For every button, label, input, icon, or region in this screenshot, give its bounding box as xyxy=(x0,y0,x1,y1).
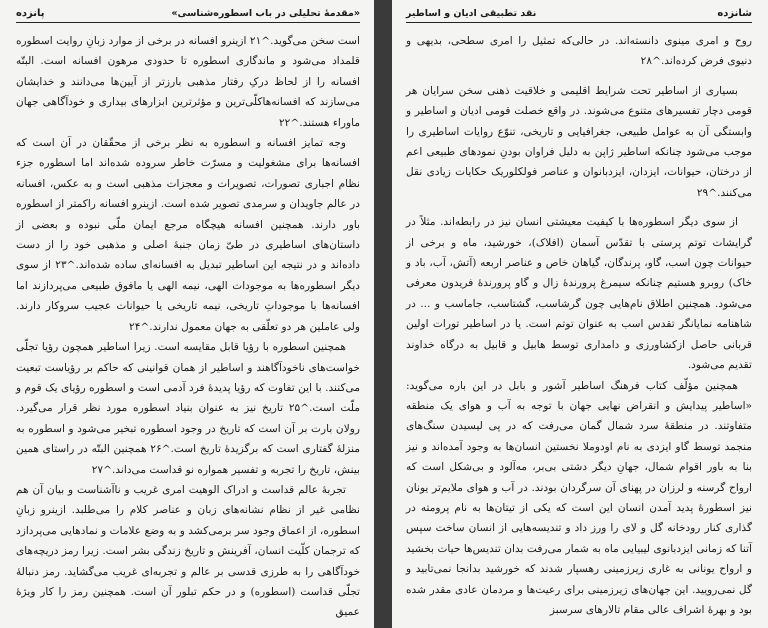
right-page-number: شانزده xyxy=(717,8,752,19)
book-spine xyxy=(374,0,392,628)
paragraph: همچنین مؤلّف کتاب فرهنگ اساطیر آشور و بابل در این باره می‌گوید: «اساطیر پیدایش و انقراض نهایی جهان با توجه به آب و هوای یک منطقه متفاوتند. در منطقهٔ سرد شمال گمان می‌رفت که در پی لیسیدن سنگ‌های منجمد توسط گاو ایزدی به نام اودوملا نخستین انسان‌ها به وجود آمده‌اند و نیز بنا به باور اقوام شمال، جهانِ دیگر دشتی بی‌بر، مه‌آلود و بی‌شکل است که ارواح گرسنه و لرزان در پهنای آن سرگردان بودند. در آب و هوای ملایم‌تر یونان نیز اسطورهٔ پدید آمدن انسان این است که یکی از تیتان‌ها به نام پرومته در گذاری کنار رودخانه گل و لای را ورز داد و تندیسه‌هایی از انسان ساخت سپس آتنا که زمانی ایزدبانوی لیبیایی ماه به شمار می‌رفت بدان تندیس‌ها حیات بخشید و ارواح یونانی به غاری زیرزمینی رهسپار شدند که خورشید بدانجا نمی‌تابید و گل نمی‌رویید. این جهان‌های زیرزمینی برای رعیت‌ها و مردمان عادی مقدر شده بود و بهرهٔ اشراف عالی مقام تالارهای سرسبز xyxy=(406,379,752,616)
right-page xyxy=(392,0,768,628)
paragraph: است سخن می‌گوید.^۲۱ ازینرو افسانه در برخی از موارد زبانِ روایت اسطوره قلمداد می‌شود و ماندگاری اسطوره تا حدودی مرهون افسانه است. البتّه افسانه را از لحاظ درکِ رفتار مذهبی بارزتر از آیین‌ها می‌دانند و خدایشان می‌سازند که افسانه‌هاکلّی‌ترین و مؤثرترین ابزارهای بیداری و خودآگاهی جهان ماوراء هستند.^۲۲ xyxy=(16,35,360,129)
right-running-title: نقد تطبیقی ادیان و اساطیر xyxy=(406,8,537,19)
paragraph: روح و امری مینوی دانسته‌اند. در حالی‌که تمثیل را امری سطحی، بدیهی و دنیوی فرض کرده‌اند.^۲۸ xyxy=(406,35,752,68)
left-page-body xyxy=(16,31,360,623)
left-running-title: «مقدمهٔ تحلیلی در باب اسطوره‌شناسی» xyxy=(171,8,360,19)
paragraph: همچنین اسطوره با رؤیا قابل مقایسه است. زیرا اساطیر همچون رؤیا تجلّی خواست‌های ناخودآگاهند و اساطیر از همان قوانینی که حاکم بر رؤیاست تبعیت می‌کنند. با این تفاوت که رؤیا پدیدهٔ فرد آدمی است و اسطوره رؤیای یک قوم و ملّت است.^۲۵ تاریخ نیز به عنوان بنیاد اسطوره مورد نظر قرار می‌گیرد. رولان بارت بر آن است که تاریخ در وجود اسطوره تبخیر می‌شود و اسطوره به منزلهٔ گفتاری است که برگزیدهٔ تاریخ است.^۲۶ همچنین البتّه در راستای همین بینش، تاریخ را تجربه و تفسیر همواره نو قداست می‌داند.^۲۷ xyxy=(16,341,361,476)
right-page-header xyxy=(406,8,752,23)
right-page-body xyxy=(406,31,752,620)
paragraph: وجه تمایز افسانه و اسطوره به نظر برخی از محقّقان در آن است که افسانه‌ها برای مشغولیت و مسرّت خاطر سروده شده‌اند اما اسطوره جزء نظام اجباری تصورات، تصویرات و معجزات مذهبی است و به عکس، افسانه در عالم جاویدان و سرمدی تصویر شده است. ازینرو افسانه راکمتر از اسطوره باور دارند. همچنین افسانه هیچگاه مرجع ایمان ملّی نبوده و بعضی از داستان‌های اساطیری در طیّ زمان جنبهٔ اصلی و مذهبی خود را از دست داده‌اند و در نتیجه این اساطیر تبدیل به افسانه‌ای ساده شده‌اند.^۲۳ از سوی دیگر اسطوره‌ها به موجودات الهی، نیمه الهی یا مافوق طبیعی می‌پردازند اما افسانه‌ها با موجوداتِ تاریخی، نیمه تاریخی یا حیوانات عجیب سروکار دارند. ولی عاملین هر دو تعلّقی به جهان معمول ندارند.^۲۴ xyxy=(16,137,360,333)
left-page xyxy=(0,0,374,628)
paragraph: تجربهٔ عالم قداست و ادراک الوهیت امری غریب و ناآشناست و بیان آن هم نظامی غیر از نظام نشانه‌های زبان و عناصر کلام را می‌طلبد. ازینرو زبانِ اسطوره، از اعماق وجود سر برمی‌کشد و به وضع علامات و نمادهایی می‌پردازد که ترجمان کلّیت انسان، آفرینش و تاریخ زندگی بشر است. زیرا رمز دریچه‌های خودآگاهی را به طرزی قدسی بر عالم و تجربه‌ای غریب می‌گشاید. رمز دنبالهٔ تجلّی قداست (اسطوره) و در حکم تبلور آن است. همچنین رمز را کار ویژهٔ عمیق xyxy=(16,483,360,619)
left-page-number: پانزده xyxy=(16,8,45,19)
left-page-header xyxy=(16,8,360,23)
paragraph: از سوی دیگر اسطوره‌ها با کیفیت معیشتی انسان نیز در رابطه‌اند. مثلاً در گرایشات توتم پرستی با تقدّس آسمان (افلاک)، خورشید، ماه و برخی از حیوانات چون اسب، گاو، پرندگان، گیاهان خاص و عناصر اربعه (آتش، آب، باد و خاک) روبرو هستیم چنانکه سیمرغ پرورندهٔ زال و گاو پرورندهٔ فریدون معرفی می‌شود. همچنین اطلاق نام‌هایی چون گرشاسب، گشتاسب، جاماسب و ... در شاهنامه نمایانگر تقدس اسب به عنوان توتم است. یا در اساطیر تورات اولین قربانی حاصل ازکشاورزی و دامداری توسط هابیل و قابیل به درگاه خداوند تقدیم می‌شود. xyxy=(406,216,752,372)
paragraph: بسیاری از اساطیر تحت شرایط اقلیمی و خلاقیت ذهنی سخن سرایان هر قومی دچار تفسیرهای متنوع می‌شوند. در واقع خصلت قومی ادیان و اساطیر و وابستگی آن به عوامل طبیعی، جغرافیایی و تاریخی، تنوّع روایات اساطیری را موجب می‌شود چنانکه اساطیر ژاپن به دلیل فراوان بودنِ نمودهای طبیعی اعم از درختان، حیوانات، ایزدان، ایزدبانوان و عناصر فولکلوریک حکایات زیادی نقل می‌کنند.^۲۹ xyxy=(406,84,752,199)
